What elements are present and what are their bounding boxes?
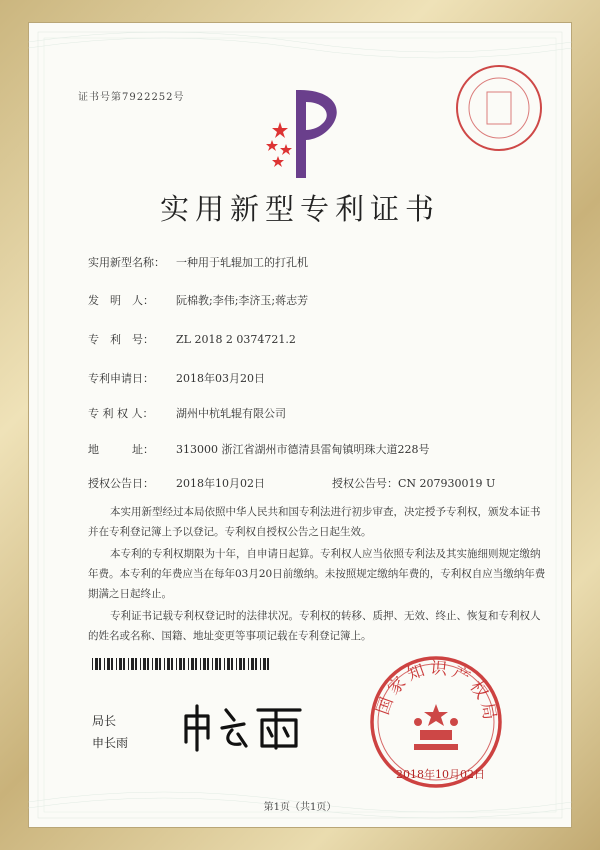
field-application-date xyxy=(88,370,265,386)
field-address xyxy=(88,441,429,457)
seal-date: 2018年10月02日 xyxy=(396,768,485,781)
field-label: 地 址： xyxy=(88,443,154,456)
certificate-title: 实用新型专利证书 xyxy=(159,192,440,226)
field-value: ZL 2018 2 0374721.2 xyxy=(176,333,296,346)
field-value: 湖州中杭轧辊有限公司 xyxy=(176,407,286,420)
signature-name: 申长雨 xyxy=(92,736,129,750)
announcement-label: 授权公告号： xyxy=(332,477,398,490)
paragraph-term: 本专利的专利权期限为十年，自申请日起算。专利权人应当依照专利法及其实施细则规定缴纳年费。本专利的年费应当在每年03月20日前缴纳。未按照规定缴纳年费的，专利权自应当缴纳年费期满之日起终止。 xyxy=(88,548,546,600)
paragraph-legal-status: 专利证书记载专利权登记时的法律状况。专利权的转移、质押、无效、终止、恢复和专利权人的姓名或名称、国籍、地址变更等事项记载在专利登记簿上。 xyxy=(88,610,541,642)
field-inventors xyxy=(88,292,308,308)
paragraph-grant: 本实用新型经过本局依照中华人民共和国专利法进行初步审查，决定授予专利权，颁发本证书并在专利登记簿上予以登记。专利权自授权公告之日起生效。 xyxy=(88,506,541,538)
field-patent-number xyxy=(88,331,296,347)
field-label: 实用新型名称： xyxy=(88,256,165,269)
field-patentee xyxy=(88,405,286,421)
field-label: 发 明 人： xyxy=(88,294,154,307)
certificate-number: 证书号第7922252号 xyxy=(78,92,185,103)
field-label: 专 利 权 人： xyxy=(88,407,154,420)
handwritten-signature xyxy=(178,702,308,754)
field-value: 2018年03月20日 xyxy=(176,372,265,385)
field-value: 313000 浙江省湖州市德清县雷甸镇明珠大道228号 xyxy=(176,443,430,456)
field-utility-model-name xyxy=(88,254,308,270)
field-grant-date xyxy=(88,475,495,491)
announcement-value: CN 207930019 U xyxy=(398,477,496,490)
field-label: 授权公告日： xyxy=(88,477,154,490)
field-value: 2018年10月02日 xyxy=(176,477,265,490)
patent-logo-icon xyxy=(266,82,350,182)
top-seal-stamp xyxy=(453,62,545,154)
seal-text: 国家知识产权局 xyxy=(373,658,500,726)
barcode xyxy=(92,658,272,670)
field-label: 专 利 号： xyxy=(88,333,154,346)
page-number: 第1页（共1页） xyxy=(263,802,337,813)
field-value: 一种用于轧辊加工的打孔机 xyxy=(176,256,308,269)
certificate-paper xyxy=(28,22,572,828)
field-label: 专利申请日： xyxy=(88,372,154,385)
signature-title: 局长 xyxy=(92,714,117,728)
field-value: 阮棉教;李伟;李济玉;蒋志芳 xyxy=(176,294,309,307)
